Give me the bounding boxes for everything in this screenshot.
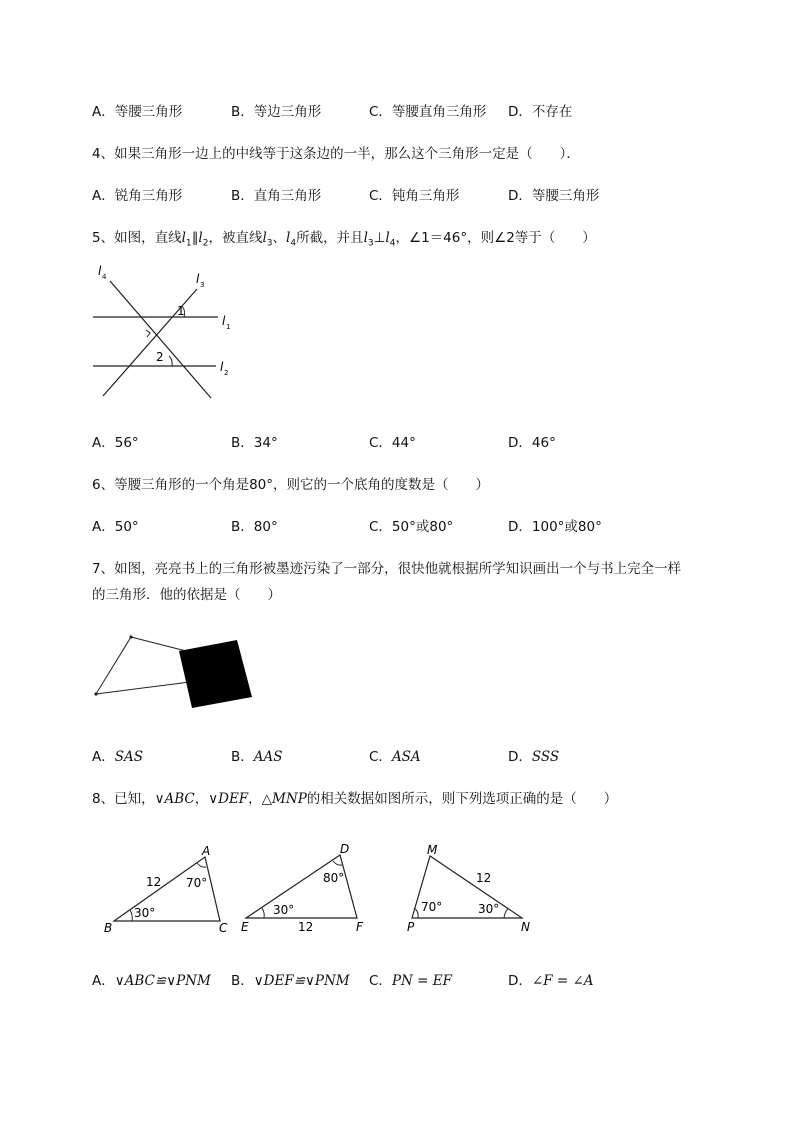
- angle-a-label: 70°: [186, 876, 208, 890]
- q7-option-c: C．ASA: [369, 749, 421, 765]
- q7-option-b: B．AAS: [231, 749, 283, 765]
- q7-option-d: D．SSS: [508, 749, 560, 765]
- side-ab-label: 12: [146, 875, 162, 889]
- label-l4: l: [98, 264, 102, 278]
- q4-option-b: B．直角三角形: [231, 188, 322, 204]
- label-l4-sub: 4: [102, 273, 107, 281]
- vertex-n: N: [521, 920, 530, 934]
- side-ef-label: 12: [298, 920, 314, 934]
- q5-option-d: D．46°: [508, 435, 556, 451]
- q3-option-b: B．等边三角形: [231, 104, 322, 120]
- q8-option-c: C．PN = EF: [369, 973, 452, 989]
- angle-d-label: 80°: [323, 871, 345, 885]
- angle-n-arc: [504, 909, 508, 918]
- label-l1-sub: 1: [226, 323, 231, 331]
- q6-option-b: B．80°: [231, 519, 278, 535]
- vertex-c: C: [219, 921, 228, 935]
- angle-n-label: 30°: [478, 902, 500, 916]
- q3-option-d: D．不存在: [508, 104, 573, 120]
- q6-option-d: D．100°或80°: [508, 519, 602, 535]
- label-l2-sub: 2: [224, 369, 229, 377]
- q3-option-c: C．等腰直角三角形: [369, 104, 487, 120]
- vertex-m: M: [427, 843, 438, 857]
- angle-b-arc: [130, 910, 132, 921]
- angle-a-arc: [197, 863, 206, 867]
- q8-option-a: A．∨ABC≌∨PNM: [92, 973, 211, 989]
- q5-option-a: A．56°: [92, 435, 139, 451]
- angle-d-arc: [333, 861, 342, 865]
- side-mn-label: 12: [476, 871, 492, 885]
- q4-option-d: D．等腰三角形: [508, 188, 600, 204]
- label-l3: l: [196, 272, 200, 286]
- vertex-b: B: [104, 921, 113, 935]
- q7-stem-line2: 的三角形．他的依据是（ ）: [92, 587, 281, 603]
- q8-stem: 8、已知，∨ABC，∨DEF，△MNP的相关数据如图所示，则下列选项正确的是（ ）: [92, 791, 618, 807]
- q4-option-a: A．锐角三角形: [92, 188, 183, 204]
- angle-e-label: 30°: [273, 903, 295, 917]
- label-l1: l: [222, 314, 226, 328]
- label-angle2: 2: [156, 350, 164, 364]
- angle-e-arc: [262, 908, 264, 918]
- q4-stem: 4、如果三角形一边上的中线等于这条边的一半，那么这个三角形一定是（ ）．: [92, 146, 580, 162]
- q3-option-a: A．等腰三角形: [92, 104, 183, 120]
- q4-option-c: C．钝角三角形: [369, 188, 460, 204]
- vertex-a: A: [202, 844, 211, 858]
- q8-option-d: D．∠F = ∠A: [508, 973, 594, 989]
- q5-stem: 5、如图，直线$l_1\parallel l_2$，被直线$l_3$、$l_4$所截，并且$l_3\perp l_4$，∠1＝46°，则∠2等于（ ）: [92, 230, 596, 249]
- label-angle1: 1: [177, 304, 185, 318]
- q6-stem: 6、等腰三角形的一个角是80°，则它的一个底角的度数是（ ）: [92, 477, 490, 493]
- angle-p-label: 70°: [421, 900, 443, 914]
- vertex-p: P: [407, 920, 415, 934]
- q6-option-a: A．50°: [92, 519, 139, 535]
- q5-option-c: C．44°: [369, 435, 416, 451]
- label-l2: l: [220, 360, 224, 374]
- q7-stem-line1: 7、如图，亮亮书上的三角形被墨迹污染了一部分，很快他就根据所学知识画出一个与书上完全一样: [92, 561, 682, 577]
- q8-option-b: B．∨DEF≌∨PNM: [231, 973, 350, 989]
- label-l3-sub: 3: [200, 281, 205, 289]
- vertex-d: D: [340, 842, 350, 856]
- q5-option-b: B．34°: [231, 435, 278, 451]
- angle-b-label: 30°: [134, 906, 156, 920]
- q7-option-a: A．SAS: [92, 749, 143, 765]
- vertex-e: E: [241, 920, 249, 934]
- q6-option-c: C．50°或80°: [369, 519, 454, 535]
- vertex-f: F: [356, 920, 363, 934]
